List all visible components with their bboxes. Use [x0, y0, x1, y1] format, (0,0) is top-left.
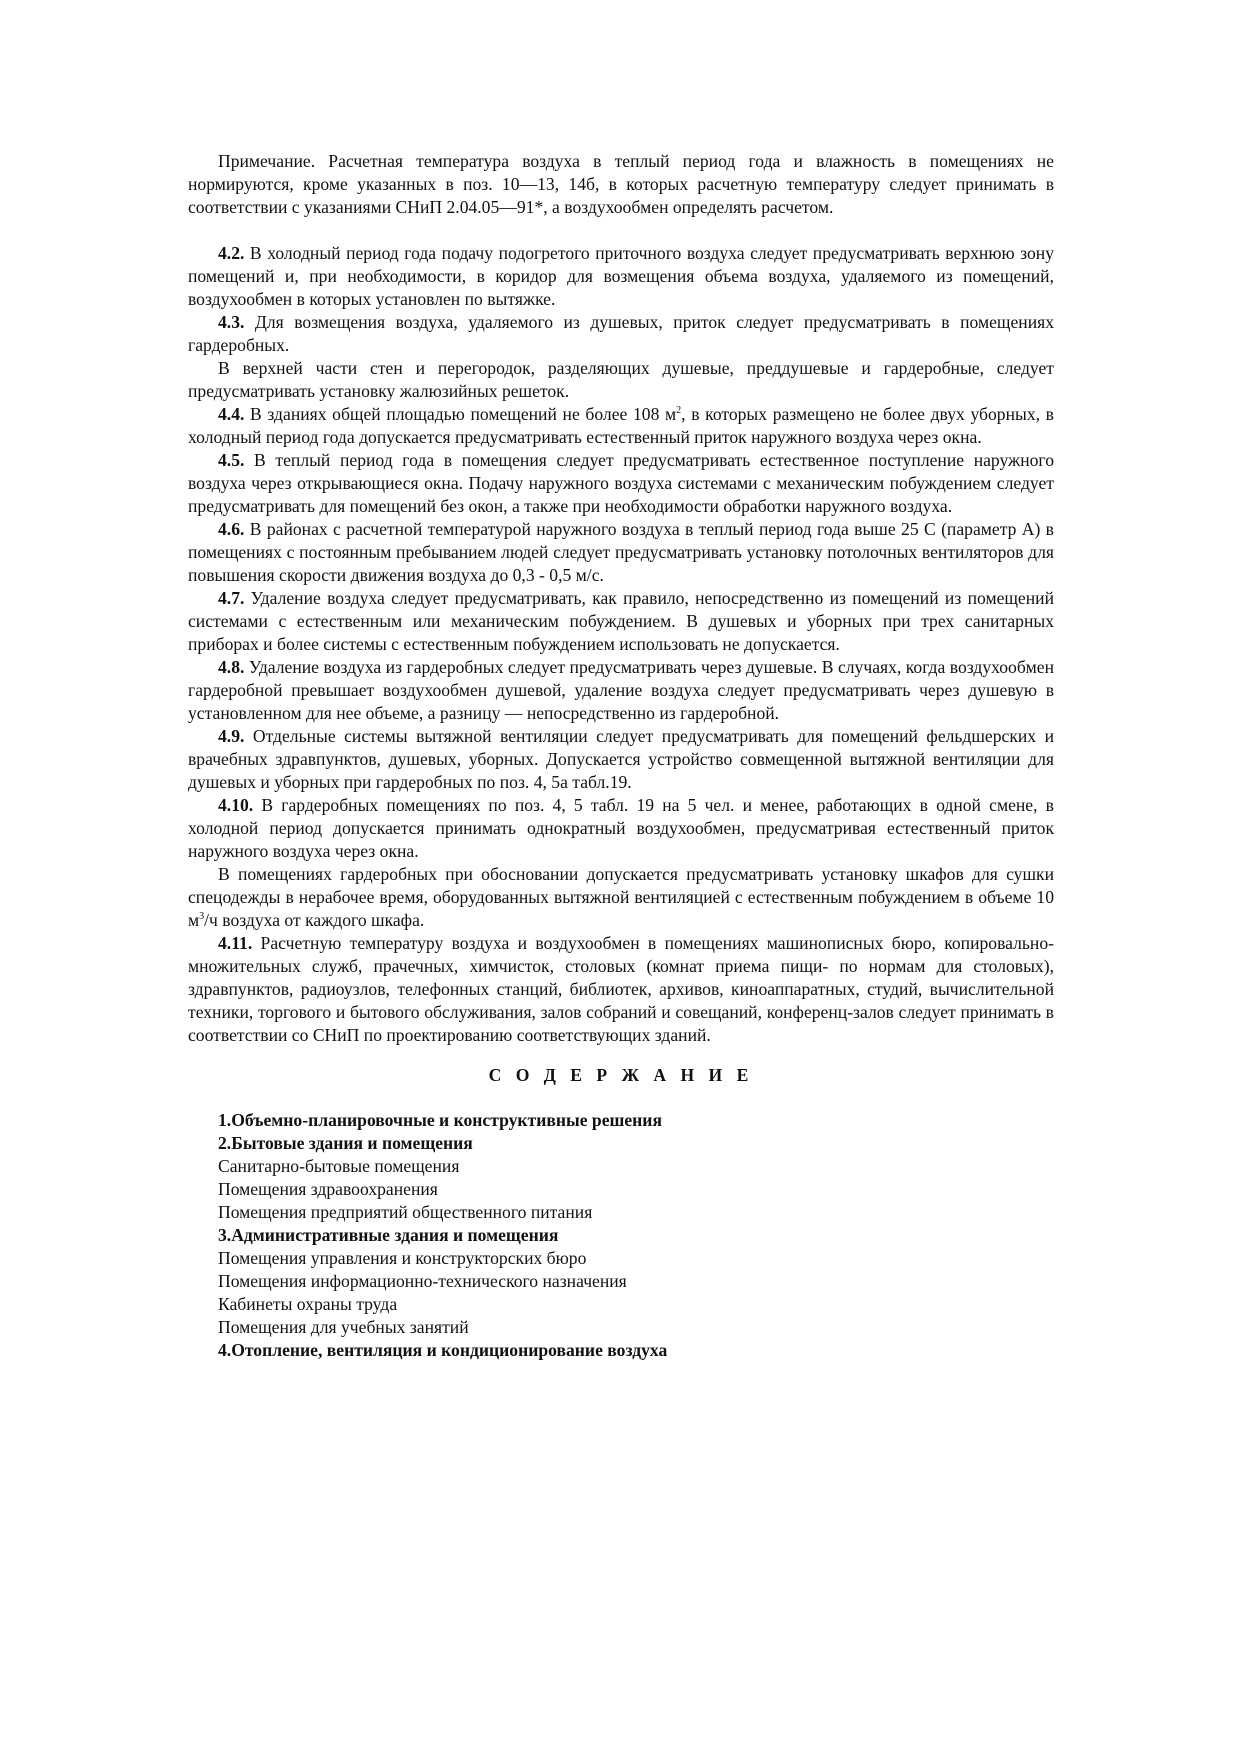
paragraph-4-7 [188, 587, 1054, 656]
paragraph-text: В районах с расчетной температурой наружного воздуха в теплый период года выше 25 С (параметр А) в помещениях с постоянным пребыванием людей следует предусматривать установку потолочных вентиляторов для повышения скорости движения воздуха до 0,3 - 0,5 м/с. [188, 519, 1054, 585]
paragraph-text: Удаление воздуха из гардеробных следует предусматривать через душевые. В случаях, когда воздухообмен гардеробной превышает воздухообмен душевой, удаление воздуха следует предусматривать через душевую в установленном для нее объеме, а разницу — непосредственно из гардеробной. [188, 657, 1054, 723]
paragraph-number: 4.9. [218, 726, 245, 746]
toc-title: С О Д Е Р Ж А Н И Е [488, 1065, 754, 1085]
paragraph-4-6 [188, 518, 1054, 587]
paragraph-number: 4.5. [218, 450, 245, 470]
toc-item: Кабинеты охраны труда [218, 1294, 398, 1314]
toc-item: Помещения управления и конструкторских бюро [218, 1248, 587, 1268]
paragraph-text: Удаление воздуха следует предусматривать, как правило, непосредственно из помещений из помещений системами с естественным или механическим побуждением. В душевых и уборных при трех санитарных приборах и более системы с естественным побуждением использовать не допускается. [188, 588, 1054, 654]
superscript: 2 [676, 405, 682, 416]
table-of-contents [188, 1109, 1054, 1362]
paragraph-4-5 [188, 449, 1054, 518]
toc-item: Помещения здравоохранения [218, 1179, 438, 1199]
paragraph-4-3 [188, 311, 1054, 357]
paragraph-text: В помещениях гардеробных при обосновании допускается предусматривать установку шкафов для сушки спецодежды в нерабочее время, оборудованных вытяжной вентиляцией с естественным побуждением в объеме 10 м [188, 864, 1054, 930]
document-page [188, 150, 1054, 1362]
paragraph-text: Отдельные системы вытяжной вентиляции следует предусматривать для помещений фельдшерских и врачебных здравпунктов, душевых, уборных. Допускается устройство совмещенной вытяжной вентиляции для душевых и уборных при гардеробных по поз. 4, 5а табл.19. [188, 726, 1054, 792]
note-paragraph: Примечание. Расчетная температура воздуха в теплый период года и влажность в помещениях не нормируются, кроме указанных в поз. 10—13, 14б, в которых расчетную температуру следует принимать в соответствии с указаниями СНиП 2.04.05—91*, а воздухообмен определять расчетом. [188, 151, 1054, 217]
paragraph-text: , в которых размещено не более двух уборных, в холодный период года допускается предусматривать естественный приток наружного воздуха через окна. [188, 404, 1054, 447]
paragraph-4-4 [188, 403, 1054, 449]
paragraph-4-10 [188, 794, 1054, 863]
toc-item: Санитарно-бытовые помещения [218, 1156, 460, 1176]
paragraph-4-2 [188, 242, 1054, 311]
toc-item: Помещения предприятий общественного питания [218, 1202, 593, 1222]
toc-section-2: 2.Бытовые здания и помещения [218, 1133, 473, 1153]
paragraph-number: 4.8. [218, 657, 245, 677]
paragraph-text: В холодный период года подачу подогретого приточного воздуха следует предусматривать верхнюю зону помещений и, при необходимости, в коридор для возмещения объема воздуха, удаляемого из помещений, воздухообмен в которых установлен по вытяжке. [188, 243, 1054, 309]
paragraph-number: 4.6. [218, 519, 245, 539]
toc-section-4: 4.Отопление, вентиляция и кондиционирование воздуха [218, 1340, 668, 1360]
paragraph-4-9 [188, 725, 1054, 794]
paragraph-text: Для возмещения воздуха, удаляемого из душевых, приток следует предусматривать в помещениях гардеробных. [188, 312, 1054, 355]
paragraph-4-8 [188, 656, 1054, 725]
toc-item: Помещения информационно-технического назначения [218, 1271, 627, 1291]
paragraph-text: /ч воздуха от каждого шкафа. [204, 910, 425, 930]
paragraph-number: 4.11. [218, 933, 253, 953]
spacer [188, 219, 1054, 242]
paragraph-4-3-continued: В верхней части стен и перегородок, разделяющих душевые, преддушевые и гардеробные, следует предусматривать установку жалюзийных решеток. [188, 358, 1054, 401]
paragraph-number: 4.3. [218, 312, 245, 332]
paragraph-number: 4.4. [218, 404, 245, 424]
paragraph-number: 4.2. [218, 243, 245, 263]
paragraph-4-10-continued [188, 863, 1054, 932]
paragraph-4-11 [188, 932, 1054, 1047]
paragraph-text: В теплый период года в помещения следует предусматривать естественное поступление наружного воздуха через открывающиеся окна. Подачу наружного воздуха системами с механическим побуждением следует предусматривать для помещений без окон, а также при необходимости обработки наружного воздуха. [188, 450, 1054, 516]
toc-section-1: 1.Объемно-планировочные и конструктивные решения [218, 1110, 662, 1130]
paragraph-text: В гардеробных помещениях по поз. 4, 5 табл. 19 на 5 чел. и менее, работающих в одной смене, в холодной период допускается принимать однократный воздухообмен, предусматривая естественный приток наружного воздуха через окна. [188, 795, 1054, 861]
paragraph-number: 4.7. [218, 588, 245, 608]
paragraph-text: Расчетную температуру воздуха и воздухообмен в помещениях машинописных бюро, копировально-множительных служб, прачечных, химчисток, столовых (комнат приема пищи- по нормам для столовых), здравпунктов, радиоузлов, телефонных станций, библиотек, архивов, киноаппаратных, студий, вычислительной техники, торгового и бытового обслуживания, залов собраний и совещаний, конференц-залов следует принимать в соответствии со СНиП по проектированию соответствующих зданий. [188, 933, 1054, 1045]
paragraph-text: В зданиях общей площадью помещений не более 108 м [244, 404, 677, 424]
paragraph-number: 4.10. [218, 795, 254, 815]
toc-item: Помещения для учебных занятий [218, 1317, 469, 1337]
superscript: 3 [199, 911, 205, 922]
toc-section-3: 3.Административные здания и помещения [218, 1225, 559, 1245]
